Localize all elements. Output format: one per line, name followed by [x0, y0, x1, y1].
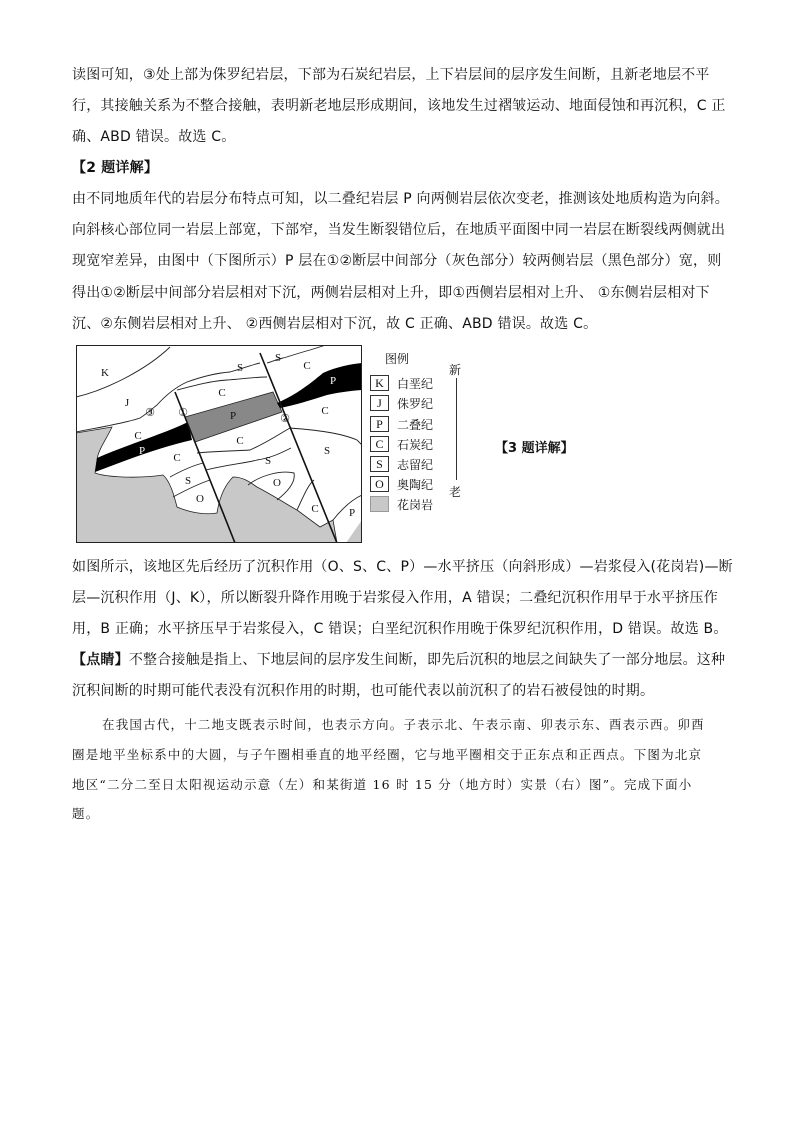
map-label: S	[274, 352, 282, 364]
legend-item: 花岗岩	[370, 496, 433, 512]
map-label: C	[134, 430, 142, 442]
map-label: P	[329, 375, 337, 387]
map-label: C	[218, 387, 226, 399]
legend-item: P 二叠纪	[370, 416, 433, 432]
map-label: S	[236, 362, 244, 374]
text-line: 层—沉积作用（J、K），所以断裂升降作用晚于岩浆侵入作用，A 错误；二叠纪沉积作用早于水平挤压作	[72, 590, 718, 606]
q2-heading: 【2 题详解】	[72, 160, 159, 176]
legend-item: O 奥陶纪	[370, 476, 433, 492]
map-label: S	[323, 445, 331, 457]
map-label: C	[236, 435, 244, 447]
legend-item: K 白垩纪	[370, 375, 433, 391]
age-old-label: 老	[449, 485, 462, 499]
age-new-label: 新	[449, 363, 462, 377]
text-line: 地区“二分二至日太阳视运动示意（左）和某街道 16 时 15 分（地方时）实景（右）图”。完成下面小	[72, 777, 693, 792]
age-axis-line	[456, 378, 457, 480]
granite-swatch	[370, 496, 389, 512]
text-line: 题。	[72, 806, 100, 821]
map-label: C	[321, 405, 329, 417]
map-label: O	[273, 477, 281, 489]
text-line: 沉积间断的时期可能代表没有沉积作用的时期，也可能代表以前沉积了的岩石被侵蚀的时期。	[72, 683, 655, 699]
fault-label-2: ②	[280, 413, 290, 425]
map-label: O	[196, 493, 204, 505]
map-label: C	[311, 503, 319, 515]
map-label: P	[348, 507, 356, 519]
text-line: 圈是地平坐标系中的大圆，与子午圈相垂直的地平经圈，它与地平圈相交于正东点和正西点。下图为北京	[72, 747, 703, 762]
geologic-map	[76, 345, 362, 543]
fault-label-1: ①	[178, 407, 188, 419]
text-line: 不整合接触是指上、下地层间的层序发生间断，即先后沉积的地层之间缺失了一部分地层。这种	[128, 652, 726, 668]
note-label: 【点睛】	[72, 652, 129, 668]
legend-item: J 侏罗纪	[370, 395, 433, 411]
map-label: K	[101, 367, 109, 379]
map-label: S	[264, 455, 272, 467]
text-line: 由不同地质年代的岩层分布特点可知，以二叠纪岩层 P 向两侧岩层依次变老，推测该处地质构造为向斜。	[72, 191, 729, 207]
text-line: 沉、②东侧岩层相对上升、 ②西侧岩层相对下沉，故 C 正确、ABD 错误。故选 C。	[72, 316, 598, 332]
q3-heading: 【3 题详解】	[495, 441, 574, 456]
map-label: P	[138, 445, 146, 457]
legend-title: 图例	[385, 352, 410, 366]
text-line: 如图所示，该地区先后经历了沉积作用（O、S、C、P）—水平挤压（向斜形成）—岩浆侵入(花岗岩)—断	[72, 559, 733, 575]
text-line: 确、ABD 错误。故选 C。	[72, 129, 236, 145]
text-line: 读图可知，③处上部为侏罗纪岩层，下部为石炭纪岩层，上下岩层间的层序发生间断，且新老地层不平	[72, 67, 710, 83]
text-line: 向斜核心部位同一岩层上部宽，下部窄，当发生断裂错位后，在地质平面图中同一岩层在断裂线两侧就出	[72, 222, 726, 238]
text-line: 在我国古代，十二地支既表示时间，也表示方向。子表示北、午表示南、卯表示东、酉表示西。卯酉	[102, 717, 705, 732]
map-label: C	[303, 360, 311, 372]
map-label: J	[124, 397, 130, 409]
text-line: 用，B 正确；水平挤压早于岩浆侵入，C 错误；白垩纪沉积作用晚于侏罗纪沉积作用，D 错误。故选 B。	[72, 621, 728, 637]
legend-item: C 石炭纪	[370, 436, 433, 452]
text-line: 现宽窄差异，由图中（下图所示）P 层在①②断层中间部分（灰色部分）较两侧岩层（黑色部分）宽，则	[72, 253, 722, 269]
map-label: P	[229, 410, 237, 422]
text-line: 行，其接触关系为不整合接触，表明新老地层形成期间，该地发生过褶皱运动、地面侵蚀和再沉积，C 正	[72, 98, 726, 114]
fault-label-3: ③	[145, 407, 155, 419]
legend-item: S 志留纪	[370, 456, 433, 472]
map-label: C	[173, 452, 181, 464]
text-line: 得出①②断层中间部分岩层相对下沉，两侧岩层相对上升，即①西侧岩层相对上升、 ①东侧岩层相对下	[72, 285, 710, 301]
map-label: S	[184, 475, 192, 487]
